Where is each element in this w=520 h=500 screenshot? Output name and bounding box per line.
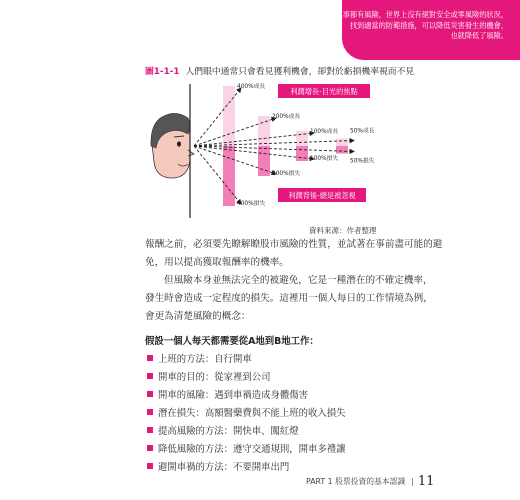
- person-head-icon: [151, 113, 194, 178]
- gain-label: 100%成長: [310, 129, 339, 135]
- callout-line: 也就降低了風險。: [450, 31, 508, 40]
- bullet-icon: [147, 427, 153, 433]
- page-number: 11: [417, 474, 435, 489]
- loss-label: 200%損失: [272, 171, 301, 177]
- gain-bar: [258, 116, 270, 146]
- ignored-label: 利潤背後-總是被忽視: [288, 191, 356, 200]
- focus-label: 利潤增長-目光的焦點: [290, 87, 358, 96]
- list-item: [147, 367, 346, 385]
- example-list: [147, 349, 346, 475]
- bullet-icon: [147, 445, 153, 451]
- loss-label: 50%損失: [350, 158, 375, 165]
- paragraph-line: 發生時會造成一定程度的損失。這裡用一個人每日的工作情境為例，: [145, 293, 433, 304]
- loss-bar: [223, 146, 235, 206]
- bullet-icon: [147, 355, 153, 361]
- bullet-icon: [147, 463, 153, 469]
- example-heading: 假設一個人每天都需要從A地到B地工作：: [145, 336, 319, 347]
- gain-label: 400%成長: [237, 84, 266, 90]
- footer-part-title: PART 1 股票投資的基本認識: [306, 477, 406, 486]
- loss-sight-arrow: [194, 146, 354, 152]
- footer-separator: |: [411, 477, 414, 486]
- list-item: [147, 385, 346, 403]
- list-item: [147, 349, 346, 367]
- figure-source: 資料來源：作者整理: [309, 226, 377, 235]
- loss-bar: [296, 146, 308, 161]
- bullet-icon: [147, 391, 153, 397]
- callout-line: 找到適當的防範措施，可以降低災害發生的機會，: [349, 20, 508, 30]
- paragraph: [145, 236, 443, 272]
- bullet-icon: [147, 373, 153, 379]
- list-item-text: 開車的風險：遇到車禍造成身體傷害: [158, 390, 309, 401]
- paragraph-line: 報酬之前，必須要先瞭解瞭股市風險的性質，並試著在事前盡可能的避: [145, 239, 443, 250]
- gain-sight-arrow: [194, 141, 354, 147]
- list-item-text: 避開車禍的方法：不要開車出門: [158, 462, 290, 473]
- gain-bar: [336, 139, 348, 147]
- loss-bar: [258, 146, 270, 176]
- figure-caption: 人們眼中通常只會看見獲利機會，卻對於虧損機率視而不見: [185, 67, 415, 77]
- bullet-icon: [147, 409, 153, 415]
- gain-bar: [296, 131, 308, 146]
- page-footer: [306, 474, 434, 489]
- paragraph-line: 但風險本身並無法完全的被避免，它是一種潛在的不確定機率，: [164, 275, 433, 286]
- list-item: [147, 439, 346, 457]
- list-item: [147, 403, 346, 421]
- loss-label: 100%損失: [310, 156, 339, 162]
- paragraph: [145, 272, 433, 326]
- quote-callout: [335, 0, 520, 60]
- list-item: [147, 421, 346, 439]
- list-item-text: 潛在損失：高額醫藥費與不能上班的收入損失: [158, 408, 346, 419]
- figure-title: [145, 64, 414, 77]
- loss-label: 400%損失: [237, 201, 266, 207]
- paragraph-line: 會更為清楚風險的概念：: [145, 311, 251, 322]
- callout-line: 凡事都有風險，世界上沒有絕對安全或零風險的狀況，: [335, 10, 508, 19]
- list-item-text: 開車的目的：從家裡到公司: [158, 372, 271, 383]
- gain-bar: [223, 86, 235, 146]
- loss-bar: [336, 146, 348, 154]
- list-item: [147, 457, 346, 475]
- paragraph-line: 免，用以提高獲取報酬率的機率。: [145, 257, 289, 268]
- risk-chart: [150, 82, 390, 220]
- figure-label: 圖1-1-1: [145, 67, 180, 77]
- list-item-text: 提高風險的方法：開快車、闖紅燈: [158, 426, 299, 437]
- list-item-text: 降低風險的方法：遵守交通規則，開車多禮讓: [158, 444, 346, 455]
- gain-label: 50%成長: [350, 128, 375, 135]
- list-item-text: 上班的方法：自行開車: [158, 354, 252, 365]
- gain-label: 200%成長: [272, 114, 301, 120]
